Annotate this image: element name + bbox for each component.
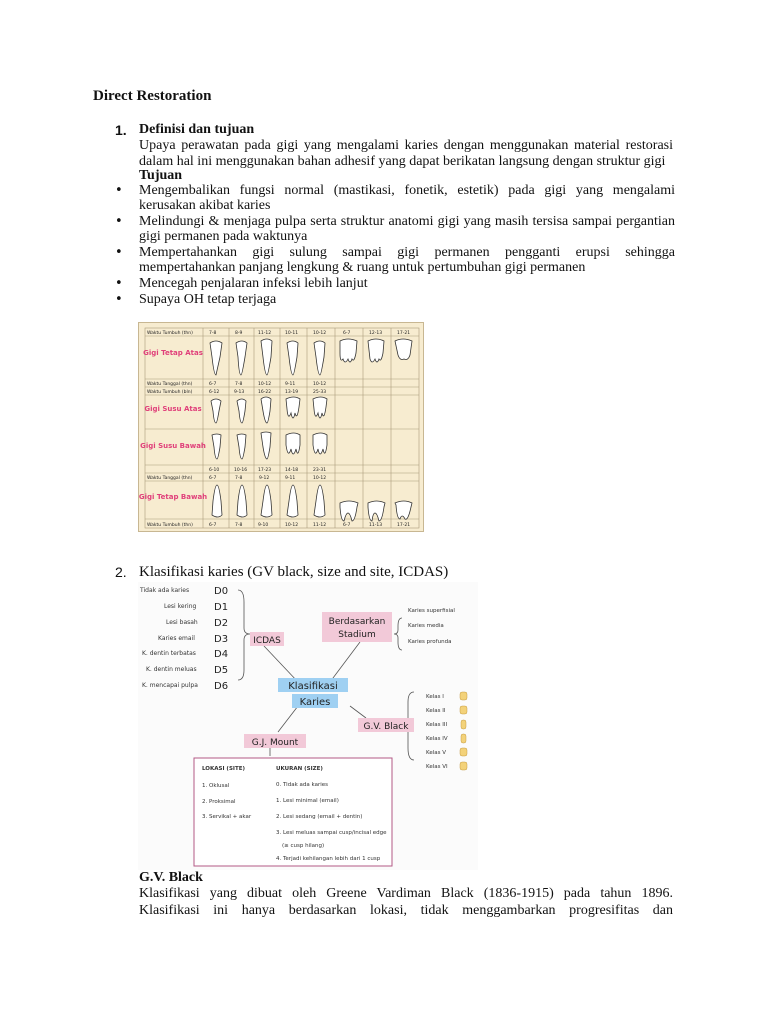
tumbuh-bln-value: 9-13 — [234, 390, 245, 395]
list-item: • Melindungi & menjaga pulpa serta struktur anatomi gigi yang masih tersisa sampai pergantian gigi permanen pada waktunya — [115, 214, 675, 244]
mindmap-svg — [138, 582, 478, 870]
tooth-icon — [237, 399, 246, 423]
tooth-icon — [314, 341, 325, 375]
header-value: 17-21 — [397, 331, 411, 336]
icdas-code: D3 — [214, 634, 229, 645]
footer-value: 9-10 — [258, 523, 269, 528]
section-number: 1. — [115, 122, 127, 138]
footer-value: 6-7 — [209, 523, 217, 528]
stadium-node-line1: Berdasarkan — [328, 617, 386, 627]
header-value: 10-11 — [285, 331, 299, 336]
row-label-susu-bawah — [140, 442, 206, 450]
tanggal-2-value: 9-12 — [259, 476, 270, 481]
teeth-chart-svg — [139, 323, 425, 533]
tumbuh-bln-value: 6-12 — [209, 390, 220, 395]
tooth-icon — [286, 397, 300, 418]
definition-paragraph: Upaya perawatan pada gigi yang mengalami karies dengan menggunakan material restorasi dalam hal ini menggunakan bahan adhesif yang dapat berikatan langsung dengan struktur gigi — [139, 138, 673, 169]
tumbuh-bln-2-value: 23-31 — [313, 468, 327, 473]
gvblack-node: G.V. Black — [363, 722, 409, 732]
icdas-label: Lesi kering — [164, 603, 197, 610]
row-label: Gigi Susu Atas — [144, 405, 202, 413]
row-label-tetap-atas — [143, 349, 203, 357]
tooth-class-icon — [461, 734, 466, 743]
tanggal-value: 9-11 — [285, 382, 296, 387]
document-title: Direct Restoration — [93, 88, 212, 104]
header-value: 6-7 — [343, 331, 351, 336]
icdas-code: D6 — [214, 681, 229, 692]
icdas-code: D2 — [214, 618, 229, 629]
gjmount-node: G.J. Mount — [251, 738, 299, 748]
tanggal-2-value: 9-11 — [285, 476, 296, 481]
tooth-icon — [340, 501, 358, 521]
stadium-node-line2: Stadium — [338, 630, 376, 640]
center-node-line2: Karies — [299, 697, 331, 708]
tooth-icon — [212, 434, 221, 459]
icdas-code: D1 — [214, 602, 229, 613]
list-item: • Mencegah penjalaran infeksi lebih lanjut — [115, 276, 675, 291]
tanggal-value: 10-12 — [313, 382, 327, 387]
gvblack-line: Klasifikasi yang dibuat oleh Greene Vardiman Black (1836-1915) pada tahun 1896. — [139, 886, 673, 901]
footer-value: 17-21 — [397, 523, 411, 528]
lokasi-item: 3. Servikal + akar — [202, 814, 252, 820]
section-heading: Klasifikasi karies (GV black, size and site, ICDAS) — [139, 564, 449, 580]
tooth-class-icon — [460, 762, 467, 770]
icdas-label: K. dentin meluas — [146, 666, 197, 673]
row-label: Gigi Tetap Bawah — [139, 493, 208, 501]
center-node-line1: Klasifikasi — [288, 681, 338, 692]
stadium-item: Karies media — [408, 623, 444, 629]
kelas-item: Kelas II — [426, 708, 446, 714]
tooth-icon — [237, 485, 247, 517]
icdas-label: Lesi basah — [166, 619, 198, 626]
tooth-icon — [340, 339, 357, 362]
tooth-icon — [261, 397, 271, 423]
tooth-class-icons — [460, 692, 467, 770]
section-heading: Definisi dan tujuan — [139, 122, 255, 137]
footer-value: 10-12 — [285, 523, 299, 528]
tooth-icon — [286, 433, 300, 454]
tooth-icon — [314, 485, 325, 517]
ukuran-item: 3. Lesi meluas sampai cusp/incisal edge — [276, 830, 387, 836]
tooth-icon — [261, 432, 271, 459]
kelas-item: Kelas I — [426, 694, 444, 700]
icdas-node: ICDAS — [253, 636, 281, 646]
row-label-susu-atas — [144, 405, 201, 413]
caries-classification-mindmap — [138, 582, 478, 870]
site-size-box — [194, 758, 392, 866]
stadium-item: Karies superfisial — [408, 608, 455, 614]
tooth-icons — [210, 339, 412, 521]
ukuran-item: 4. Terjadi kehilangan lebih dari 1 cusp — [276, 856, 381, 862]
tumbuh-bln-2-value: 17-23 — [258, 468, 272, 473]
list-item: • Mengembalikan fungsi normal (mastikasi, fonetik, estetik) pada gigi yang mengalami kerusakan akibat karies — [115, 183, 675, 213]
header-value: 12-13 — [369, 331, 383, 336]
header-label: Waktu Tumbuh (thn) — [147, 331, 193, 336]
kelas-item: Kelas III — [426, 722, 448, 728]
tooth-icon — [261, 339, 272, 375]
section-number: 2. — [115, 564, 127, 580]
header-value: 10-12 — [313, 331, 327, 336]
tanggal-value: 7-8 — [235, 382, 243, 387]
tanggal-2-label: Waktu Tanggal (thn) — [147, 476, 193, 481]
ukuran-item: 0. Tidak ada karies — [276, 782, 328, 788]
header-value: 8-9 — [235, 331, 243, 336]
footer-value: 11-13 — [369, 523, 383, 528]
tumbuh-bln-2-value: 14-18 — [285, 468, 299, 473]
tujuan-heading: Tujuan — [139, 168, 183, 183]
tooth-class-icon — [460, 692, 467, 700]
footer-value: 11-12 — [313, 523, 327, 528]
icdas-label: K. dentin terbatas — [142, 650, 196, 657]
tooth-icon — [211, 399, 221, 423]
icdas-code: D4 — [214, 649, 229, 660]
footer-label: Waktu Tumbuh (thn) — [147, 523, 193, 528]
icdas-label: K. mencapai pulpa — [142, 682, 198, 689]
tooth-icon — [395, 339, 412, 360]
kelas-item: Kelas V — [426, 750, 446, 756]
header-value: 7-8 — [209, 331, 217, 336]
ukuran-item: 2. Lesi sedang (email + dentin) — [276, 814, 363, 820]
tooth-icon — [287, 485, 298, 517]
tumbuh-bln-value: 13-19 — [285, 390, 299, 395]
stadium-item: Karies profunda — [408, 639, 452, 645]
tooth-icon — [210, 341, 222, 375]
tanggal-2-value: 10-12 — [313, 476, 327, 481]
tumbuh-bln-2-value: 6-10 — [209, 468, 220, 473]
tanggal-label: Waktu Tanggal (thn) — [147, 382, 193, 387]
gvblack-heading: G.V. Black — [139, 870, 203, 885]
ukuran-item: (≥ cusp hilang) — [282, 843, 325, 849]
icdas-label: Karies email — [158, 635, 195, 642]
icdas-code: D0 — [214, 586, 229, 597]
header-value: 11-12 — [258, 331, 272, 336]
lokasi-heading: LOKASI (SITE) — [202, 766, 245, 772]
tumbuh-bln-label: Waktu Tumbuh (bln) — [147, 390, 193, 395]
gvblack-line: Klasifikasi ini hanya berdasarkan lokasi, tidak menggambarkan progresifitas dan — [139, 903, 673, 918]
ukuran-heading: UKURAN (SIZE) — [276, 766, 323, 772]
tooth-icon — [368, 501, 385, 521]
tanggal-value: 10-12 — [258, 382, 272, 387]
icdas-code: D5 — [214, 665, 229, 676]
tujuan-list — [115, 183, 675, 308]
footer-value: 6-7 — [343, 523, 351, 528]
ukuran-item: 1. Lesi minimal (email) — [276, 798, 339, 804]
tooth-class-icon — [461, 720, 466, 729]
kelas-item: Kelas VI — [426, 764, 448, 770]
tanggal-2-value: 6-7 — [209, 476, 217, 481]
list-item: • Supaya OH tetap terjaga — [115, 292, 675, 307]
tooth-icon — [313, 397, 327, 418]
lokasi-item: 2. Proksimal — [202, 799, 236, 805]
tumbuh-bln-value: 16-22 — [258, 390, 272, 395]
tooth-icon — [368, 339, 384, 362]
kelas-item: Kelas IV — [426, 736, 448, 742]
tumbuh-bln-2-value: 10-16 — [234, 468, 248, 473]
icdas-label: Tidak ada karies — [140, 587, 190, 594]
tooth-icon — [313, 433, 327, 454]
tooth-icon — [236, 341, 247, 375]
tooth-icon — [287, 341, 298, 375]
tooth-icon — [212, 485, 222, 517]
row-label: Gigi Susu Bawah — [140, 442, 206, 450]
row-label: Gigi Tetap Atas — [143, 349, 203, 357]
tooth-icon — [261, 485, 272, 517]
tooth-class-icon — [460, 748, 467, 756]
row-label-tetap-bawah — [139, 493, 207, 501]
tooth-icon — [395, 501, 412, 519]
tooth-icon — [237, 434, 246, 459]
lokasi-item: 1. Oklusal — [202, 783, 230, 789]
list-item: • Mempertahankan gigi sulung sampai gigi permanen pengganti erupsi sehingga mempertahankan panjang lengkung & ruang untuk pertumbuhan gigi permanen — [115, 245, 675, 275]
tanggal-value: 6-7 — [209, 382, 217, 387]
footer-value: 7-8 — [235, 523, 243, 528]
tumbuh-bln-value: 25-33 — [313, 390, 327, 395]
teeth-eruption-chart — [138, 322, 424, 532]
tooth-class-icon — [460, 706, 467, 714]
tanggal-2-value: 7-8 — [235, 476, 243, 481]
